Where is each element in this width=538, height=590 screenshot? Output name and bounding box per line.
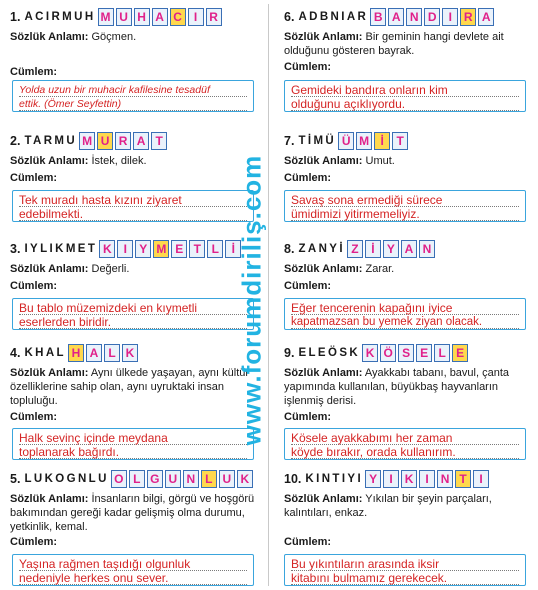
letter-tile: U xyxy=(219,470,235,488)
item-header xyxy=(10,468,266,490)
sentence-label: Cümlem: xyxy=(284,61,332,73)
letter-tile: İ xyxy=(225,240,241,258)
letter-tile: S xyxy=(398,344,414,362)
sentence-line: Gemideki bandıra onların kim xyxy=(291,83,519,97)
item-8 xyxy=(284,238,538,292)
scrambled-word: LUKOGNLU xyxy=(24,473,109,485)
item-number: 8. xyxy=(284,242,295,256)
letter-tile: K xyxy=(237,470,253,488)
letter-tiles xyxy=(79,132,167,150)
letter-tile: H xyxy=(134,8,150,26)
letter-tile: K xyxy=(122,344,138,362)
item-number: 6. xyxy=(284,10,295,24)
sentence-label: Cümlem: xyxy=(10,280,58,292)
sentence-box-3[interactable] xyxy=(12,298,254,330)
sentence-box-8[interactable] xyxy=(284,298,526,330)
item-6 xyxy=(284,6,538,73)
column-divider xyxy=(268,4,269,586)
letter-tiles xyxy=(338,132,408,150)
sentence-line: nedeniyle herkes onu sever. xyxy=(19,571,247,585)
sentence-box-7[interactable] xyxy=(284,190,526,222)
scrambled-word: TARMU xyxy=(24,135,78,147)
letter-tile: T xyxy=(189,240,205,258)
sentence-label: Cümlem: xyxy=(10,536,58,548)
scrambled-word: ELEÖSK xyxy=(298,347,361,359)
item-number: 5. xyxy=(10,472,21,486)
dictionary-meaning: Sözlük Anlamı: Zarar. xyxy=(284,263,395,275)
item-number: 3. xyxy=(10,242,21,256)
letter-tile: L xyxy=(129,470,145,488)
item-header xyxy=(284,130,538,152)
letter-tile: R xyxy=(206,8,222,26)
sentence-line: kapatmazsan bu yemek ziyan olacak. xyxy=(291,315,519,329)
letter-tile: U xyxy=(165,470,181,488)
letter-tile: L xyxy=(201,470,217,488)
letter-tiles xyxy=(365,470,489,488)
letter-tiles xyxy=(98,8,222,26)
letter-tile: I xyxy=(383,470,399,488)
sentence-box-5[interactable] xyxy=(12,554,254,586)
item-header xyxy=(284,342,538,364)
letter-tile: N xyxy=(419,240,435,258)
letter-tile: L xyxy=(434,344,450,362)
letter-tile: U xyxy=(97,132,113,150)
letter-tiles xyxy=(362,344,468,362)
sentence-line: ümidimizi yitirmemeliyiz. xyxy=(291,207,519,221)
item-4 xyxy=(10,342,266,423)
letter-tile: I xyxy=(419,470,435,488)
item-number: 10. xyxy=(284,472,302,486)
letter-tile: L xyxy=(104,344,120,362)
item-number: 7. xyxy=(284,134,295,148)
letter-tile: N xyxy=(437,470,453,488)
sentence-line: Yolda uzun bir muhacir kafilesine tesadüf xyxy=(19,83,247,97)
sentence-label: Cümlem: xyxy=(10,172,58,184)
sentence-line: Halk sevinç içinde meydana xyxy=(19,431,247,445)
sentence-label: Cümlem: xyxy=(284,536,332,548)
letter-tiles xyxy=(111,470,253,488)
item-number: 1. xyxy=(10,10,21,24)
item-10 xyxy=(284,468,538,548)
letter-tile: I xyxy=(442,8,458,26)
dictionary-meaning: Sözlük Anlamı: Umut. xyxy=(284,155,395,167)
letter-tiles xyxy=(68,344,138,362)
item-7 xyxy=(284,130,538,184)
letter-tile: A xyxy=(152,8,168,26)
sentence-line: kitabını bulmamız gerekecek. xyxy=(291,571,519,585)
letter-tile: G xyxy=(147,470,163,488)
scrambled-word: ACIRMUH xyxy=(24,11,96,23)
item-2 xyxy=(10,130,266,184)
item-header xyxy=(284,468,538,490)
sentence-line: Kösele ayakkabımı her zaman xyxy=(291,431,519,445)
letter-tile: A xyxy=(478,8,494,26)
letter-tiles xyxy=(347,240,435,258)
letter-tile: Y xyxy=(135,240,151,258)
dictionary-meaning: Sözlük Anlamı: Yıkılan bir şeyin parçaları, kalıntıları, enkaz. xyxy=(284,493,492,519)
sentence-line: Tek muradı hasta kızını ziyaret xyxy=(19,193,247,207)
item-1-sentence xyxy=(10,66,266,78)
sentence-box-4[interactable] xyxy=(12,428,254,460)
letter-tile: L xyxy=(207,240,223,258)
item-number: 4. xyxy=(10,346,21,360)
sentence-box-6[interactable] xyxy=(284,80,526,112)
dictionary-meaning: Sözlük Anlamı: İnsanların bilgi, görgü ve hoşgörü bakımından gereği kadar gelişmiş olma durumu, yetkinlik, kemal. xyxy=(10,493,255,533)
dictionary-meaning: Sözlük Anlamı: Göçmen. xyxy=(10,31,137,43)
letter-tile: U xyxy=(116,8,132,26)
letter-tile: R xyxy=(115,132,131,150)
dictionary-meaning: Sözlük Anlamı: Bir geminin hangi devlete ait olduğunu gösteren bayrak. xyxy=(284,31,504,57)
item-number: 2. xyxy=(10,134,21,148)
letter-tiles xyxy=(99,240,241,258)
sentence-box-1[interactable] xyxy=(12,80,254,112)
sentence-box-9[interactable] xyxy=(284,428,526,460)
letter-tile: Ö xyxy=(380,344,396,362)
sentence-line: olduğunu açıklıyordu. xyxy=(291,97,519,111)
letter-tile: H xyxy=(68,344,84,362)
scrambled-word: TİMÜ xyxy=(298,135,337,147)
letter-tile: M xyxy=(79,132,95,150)
scrambled-word: IYLIKMET xyxy=(24,243,98,255)
letter-tile: A xyxy=(388,8,404,26)
letter-tile: K xyxy=(362,344,378,362)
dictionary-meaning: Sözlük Anlamı: Aynı ülkede yaşayan, aynı kültür özelliklerine sahip olan, aynı uyruktaki insan topluluğu. xyxy=(10,367,250,407)
letter-tile: Z xyxy=(347,240,363,258)
letter-tile: M xyxy=(356,132,372,150)
letter-tile: D xyxy=(424,8,440,26)
letter-tile: E xyxy=(416,344,432,362)
sentence-line: toplanarak bağırdı. xyxy=(19,445,247,459)
item-5 xyxy=(10,468,266,548)
watermark-text: www.forumdiriliş.com xyxy=(236,154,267,446)
sentence-label: Cümlem: xyxy=(10,66,58,78)
scrambled-word: KHAL xyxy=(24,347,66,359)
sentence-line: köyde bırakır, orada kullanırım. xyxy=(291,445,519,459)
letter-tile: M xyxy=(153,240,169,258)
sentence-box-10[interactable] xyxy=(284,554,526,586)
sentence-line: edebilmekti. xyxy=(19,207,247,221)
item-number: 9. xyxy=(284,346,295,360)
letter-tile: M xyxy=(98,8,114,26)
letter-tile: R xyxy=(460,8,476,26)
letter-tile: İ xyxy=(374,132,390,150)
sentence-line: ettik. (Ömer Seyfettin) xyxy=(19,97,247,111)
dictionary-meaning: Sözlük Anlamı: Değerli. xyxy=(10,263,130,275)
scrambled-word: ADBNIAR xyxy=(298,11,369,23)
sentence-line: Savaş sona ermediği sürece xyxy=(291,193,519,207)
item-header xyxy=(10,130,266,152)
letter-tile: K xyxy=(99,240,115,258)
letter-tile: T xyxy=(392,132,408,150)
letter-tile: N xyxy=(183,470,199,488)
letter-tile: I xyxy=(117,240,133,258)
item-header xyxy=(284,6,538,28)
sentence-label: Cümlem: xyxy=(10,411,58,423)
letter-tile: E xyxy=(171,240,187,258)
item-header xyxy=(10,238,266,260)
item-1 xyxy=(10,6,266,44)
sentence-label: Cümlem: xyxy=(284,280,332,292)
sentence-line: Bu tablo müzemizdeki en kıymetli xyxy=(19,301,247,315)
letter-tile: E xyxy=(452,344,468,362)
dictionary-meaning: Sözlük Anlamı: Ayakkabı tabanı, bavul, çanta yapımında kullanılan, büyükbaş hayvanların işlenmiş derisi. xyxy=(284,367,510,407)
sentence-line: Yaşına rağmen taşıdığı olgunluk xyxy=(19,557,247,571)
sentence-label: Cümlem: xyxy=(284,172,332,184)
scrambled-word: ZANYİ xyxy=(298,243,345,255)
letter-tile: İ xyxy=(365,240,381,258)
sentence-label: Cümlem: xyxy=(284,411,332,423)
item-header xyxy=(10,342,266,364)
letter-tile: B xyxy=(370,8,386,26)
letter-tile: I xyxy=(188,8,204,26)
item-header xyxy=(284,238,538,260)
sentence-line: Eğer tencerenin kapağını iyice xyxy=(291,301,519,315)
letter-tile: Y xyxy=(365,470,381,488)
scrambled-word: KINTIYI xyxy=(305,473,364,485)
item-9 xyxy=(284,342,538,423)
letter-tile: O xyxy=(111,470,127,488)
letter-tile: N xyxy=(406,8,422,26)
letter-tile: A xyxy=(86,344,102,362)
letter-tiles xyxy=(370,8,494,26)
letter-tile: Ü xyxy=(338,132,354,150)
sentence-line: Bu yıkıntıların arasında iksir xyxy=(291,557,519,571)
letter-tile: A xyxy=(401,240,417,258)
letter-tile: A xyxy=(133,132,149,150)
letter-tile: I xyxy=(473,470,489,488)
letter-tile: Y xyxy=(383,240,399,258)
item-3 xyxy=(10,238,266,292)
sentence-line: eserlerden biridir. xyxy=(19,315,247,329)
letter-tile: T xyxy=(455,470,471,488)
item-header xyxy=(10,6,266,28)
letter-tile: T xyxy=(151,132,167,150)
sentence-box-2[interactable] xyxy=(12,190,254,222)
letter-tile: C xyxy=(170,8,186,26)
dictionary-meaning: Sözlük Anlamı: İstek, dilek. xyxy=(10,155,147,167)
letter-tile: K xyxy=(401,470,417,488)
